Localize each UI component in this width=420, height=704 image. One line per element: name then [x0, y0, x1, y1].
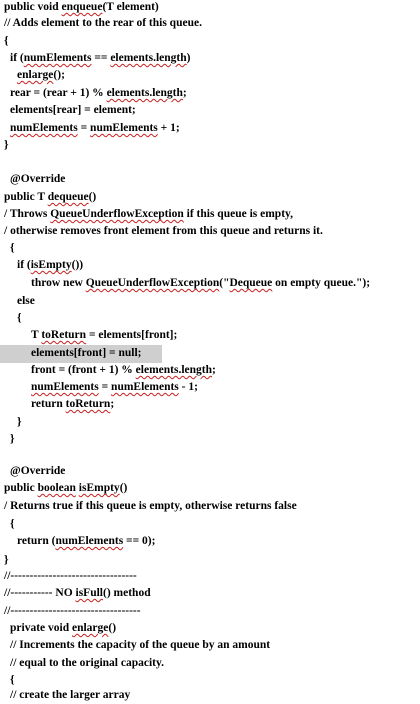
spellcheck-flagged-token: elements.length — [110, 52, 187, 64]
spellcheck-flagged-token: numElements — [111, 381, 179, 393]
code-token: else — [17, 295, 35, 307]
code-token: return ( — [17, 535, 56, 547]
code-line — [0, 365, 420, 379]
spellcheck-flagged-token: dequeue — [47, 191, 89, 203]
code-token: } — [17, 416, 22, 428]
code-token: //---------------------------------- — [4, 605, 141, 617]
code-line — [0, 260, 420, 274]
code-token: { — [17, 312, 22, 324]
code-token: / Throws — [4, 208, 51, 220]
code-token: ()) — [71, 259, 84, 271]
code-token: { — [10, 518, 15, 530]
code-line — [0, 623, 420, 637]
code-line — [0, 70, 420, 84]
code-line — [0, 399, 420, 413]
code-line — [0, 192, 420, 206]
spellcheck-flagged-token: isFull — [75, 587, 103, 599]
code-token: == 0); — [123, 535, 156, 547]
code-line — [0, 606, 420, 620]
code-line — [0, 675, 420, 689]
code-line — [0, 140, 420, 154]
spellcheck-flagged-token: Dequeue — [229, 277, 273, 289]
spellcheck-flagged-token: toReturn — [65, 398, 111, 410]
code-token: public void — [4, 1, 62, 13]
code-token: // equal to the original capacity. — [10, 657, 164, 669]
code-token: ) — [186, 52, 191, 64]
code-token: = — [77, 122, 91, 134]
code-token: //----------- NO — [4, 587, 76, 599]
code-token: == — [91, 52, 111, 64]
code-token: () — [88, 191, 97, 203]
code-token: } — [4, 554, 9, 566]
code-token: = elements[front]; — [86, 329, 178, 341]
spellcheck-flagged-token: enlarge — [71, 622, 109, 634]
code-token: throw new — [31, 277, 86, 289]
code-token: { — [4, 35, 9, 47]
code-token: front = (front + 1) % — [31, 364, 136, 376]
spellcheck-flagged-token: elements.length — [135, 364, 213, 376]
spellcheck-flagged-token: isEmpty — [78, 482, 120, 494]
code-line — [0, 588, 420, 602]
spellcheck-flagged-token: numElements — [23, 52, 92, 64]
code-token: // Adds element to the rear of this queue. — [4, 17, 202, 29]
code-token: rear = (rear + 1) % — [10, 87, 107, 99]
code-line — [0, 571, 420, 585]
code-line — [0, 466, 420, 480]
code-line — [0, 348, 420, 362]
code-line — [0, 123, 420, 137]
code-token: //--------------------------------- — [4, 570, 137, 582]
code-token: } — [4, 139, 9, 151]
code-line — [0, 36, 420, 50]
spellcheck-flagged-token: QueueUnderflowException — [50, 208, 184, 220]
code-line — [0, 519, 420, 533]
code-token: { — [10, 674, 15, 686]
code-line — [0, 483, 420, 497]
spellcheck-flagged-token: numElements — [10, 122, 78, 134]
code-line — [0, 640, 420, 654]
code-token: ; — [212, 364, 216, 376]
code-line — [0, 382, 420, 396]
spellcheck-flagged-token: enqueue — [61, 1, 103, 13]
code-line — [0, 2, 420, 16]
spellcheck-flagged-token: elements.length — [106, 87, 183, 99]
spellcheck-flagged-token: enlarge — [17, 69, 54, 81]
code-token: / otherwise removes front element from this queue and returns it. — [4, 225, 323, 237]
code-token: on empty queue."); — [272, 277, 371, 289]
code-token: { — [10, 242, 15, 254]
spellcheck-flagged-token: numElements — [90, 122, 158, 134]
code-token: } — [10, 433, 15, 445]
code-line — [0, 434, 420, 448]
code-line — [0, 105, 420, 119]
code-token: public T — [4, 191, 48, 203]
code-token: () — [119, 482, 128, 494]
code-token: // Increments the capacity of the queue by an amount — [10, 639, 271, 651]
code-line — [0, 658, 420, 672]
code-line — [0, 243, 420, 257]
spellcheck-flagged-token: toReturn — [41, 329, 87, 341]
code-token: () method — [103, 587, 151, 599]
code-token: return — [31, 398, 66, 410]
code-token: elements[front] = null; — [31, 347, 142, 359]
code-token: if this queue is empty, — [183, 208, 294, 220]
code-token: + 1; — [157, 122, 180, 134]
code-token: (" — [219, 277, 230, 289]
code-token: ; — [182, 87, 187, 99]
code-token: @Override — [10, 173, 66, 185]
spellcheck-flagged-token: QueueUnderflowException — [85, 277, 220, 289]
code-token: // create the larger array — [10, 689, 131, 701]
code-token: T — [31, 329, 42, 341]
code-token: public — [4, 482, 38, 494]
spellcheck-flagged-token: isEmpty — [30, 259, 72, 271]
code-token: (); — [53, 69, 65, 81]
code-token: (T element) — [102, 1, 159, 13]
code-line — [0, 536, 420, 550]
spellcheck-flagged-token: numElements — [55, 535, 124, 547]
spellcheck-flagged-token: boolean — [37, 482, 76, 494]
code-line — [0, 18, 420, 32]
code-line — [0, 313, 420, 327]
spellcheck-flagged-token: numElements — [31, 381, 99, 393]
code-line — [0, 278, 420, 292]
code-token: if ( — [10, 52, 24, 64]
code-token: if ( — [17, 259, 31, 271]
code-line — [0, 53, 420, 67]
code-line — [0, 296, 420, 310]
code-token: @Override — [10, 465, 66, 477]
code-line — [0, 330, 420, 344]
code-line — [0, 174, 420, 188]
code-line — [0, 88, 420, 102]
code-token: / Returns true if this queue is empty, otherwise returns false — [4, 500, 297, 512]
code-line — [0, 690, 420, 704]
code-line — [0, 226, 420, 240]
code-token: private void — [10, 622, 72, 634]
code-line — [0, 501, 420, 515]
code-line — [0, 555, 420, 569]
code-token: ; — [110, 398, 115, 410]
code-token: elements[rear] = element; — [10, 104, 136, 116]
code-line — [0, 417, 420, 431]
code-token: () — [108, 622, 117, 634]
code-line — [0, 209, 420, 223]
code-token: = — [98, 381, 112, 393]
code-token: - 1; — [178, 381, 198, 393]
